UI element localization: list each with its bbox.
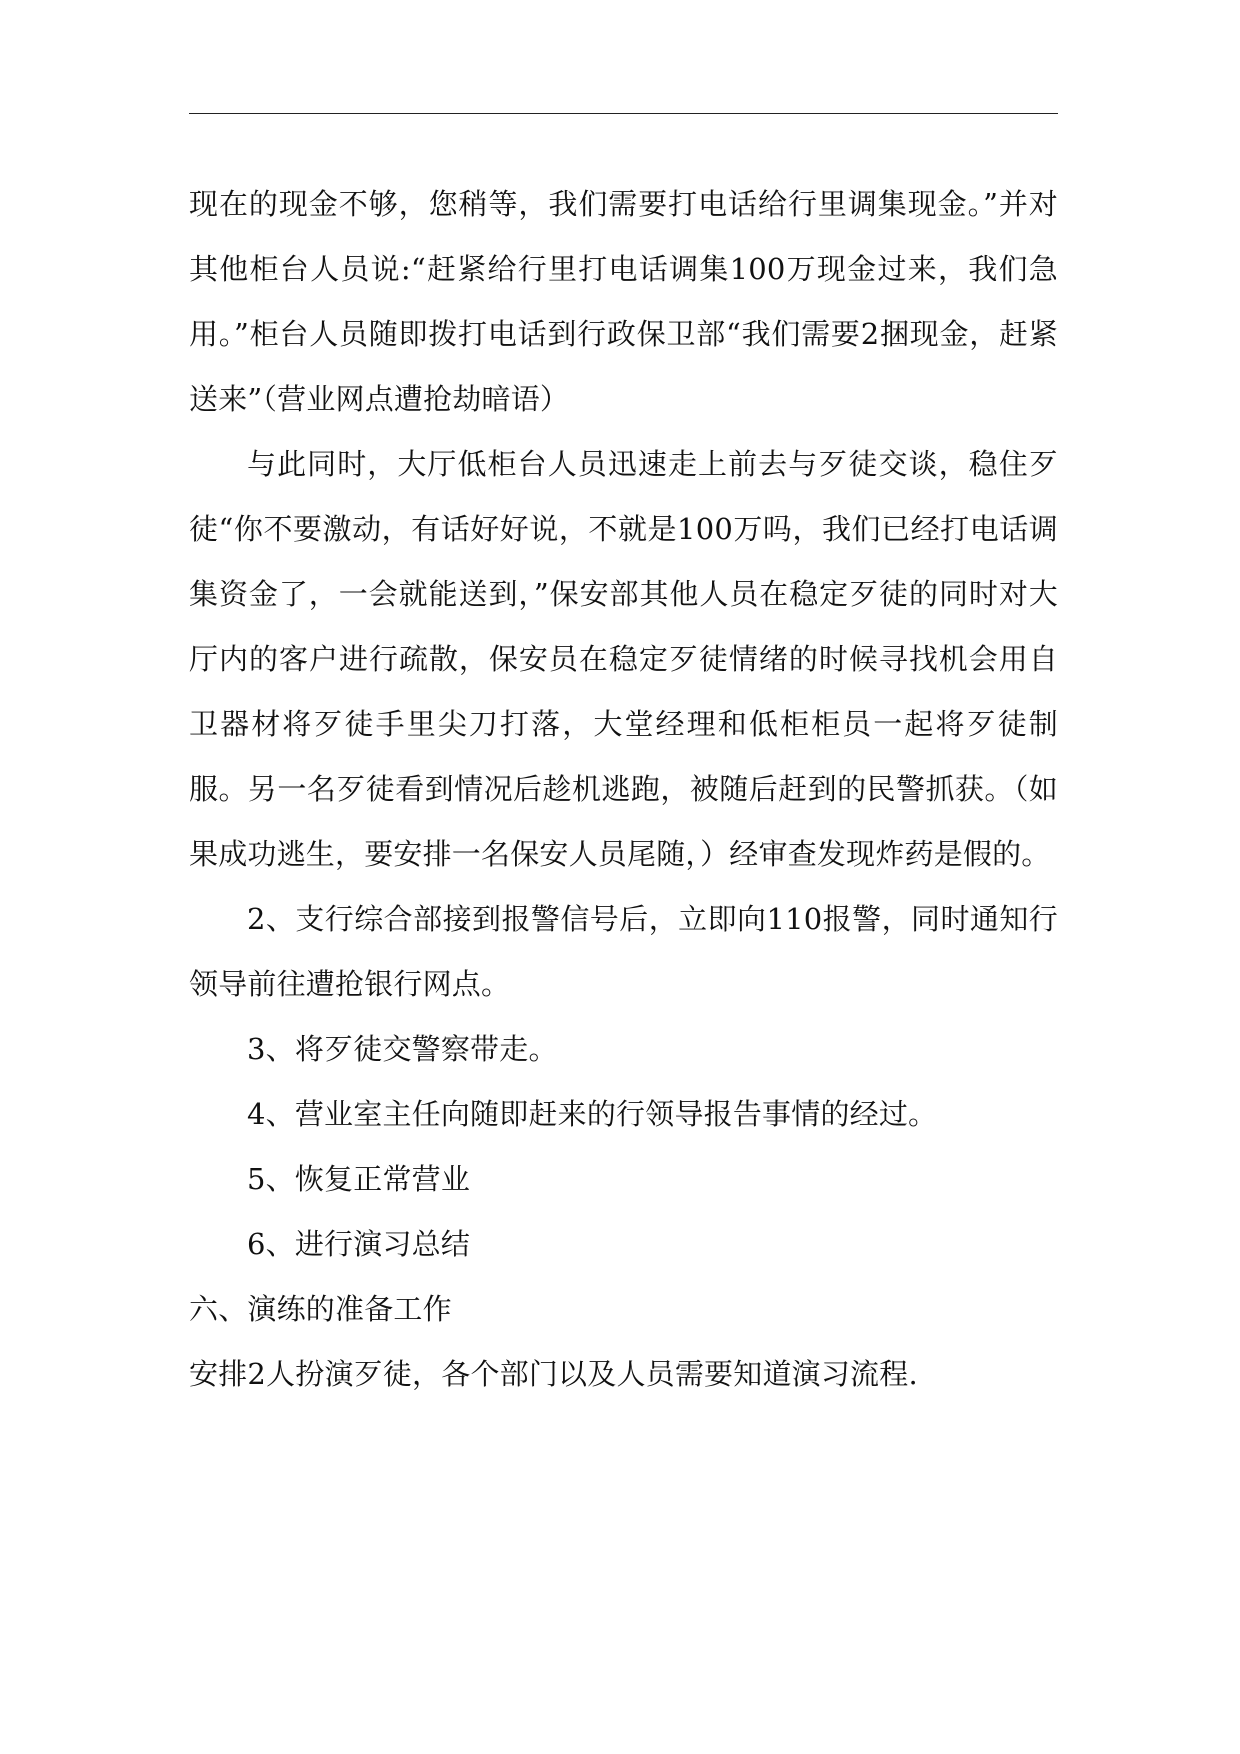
paragraph-step-6: 6、进行演习总结 <box>247 1227 471 1261</box>
paragraph-preparation: 安排2人扮演歹徒，各个部门以及人员需要知道演习流程. <box>189 1357 918 1391</box>
section-heading-preparation: 六、演练的准备工作 <box>189 1292 452 1326</box>
paragraph-step-3: 3、将歹徒交警察带走。 <box>247 1032 558 1066</box>
paragraph-step-4: 4、营业室主任向随即赶来的行领导报告事情的经过。 <box>247 1097 938 1131</box>
paragraph-stabilize-robber: 与此同时，大厅低柜台人员迅速走上前去与歹徒交谈，稳住歹徒“你不要激动，有话好好说，不就是100万吗，我们已经打电话调集资金了，一会就能送到，”保安部其他人员在稳定歹徒的同时对大厅内的客户进行疏散，保安员在稳定歹徒情绪的时候寻找机会用自卫器材将歹徒手里尖刀打落，大堂经理和低柜柜员一起将歹徒制服。另一名歹徒看到情况后趁机逃跑，被随后赶到的民警抓获。（如果成功逃生，要安排一名保安人员尾随，）经审查发现炸药是假的。 <box>189 447 1058 871</box>
document-body <box>189 172 1058 1407</box>
paragraph-step-2: 2、支行综合部接到报警信号后，立即向110报警，同时通知行领导前往遭抢银行网点。 <box>189 902 1058 1001</box>
header-rule <box>189 113 1058 114</box>
paragraph-cash-request: 现在的现金不够，您稍等，我们需要打电话给行里调集现金。”并对其他柜台人员说:“赶紧给行里打电话调集100万现金过来，我们急用。”柜台人员随即拨打电话到行政保卫部“我们需要2捆现金，赶紧送来”（营业网点遭抢劫暗语） <box>189 187 1058 416</box>
paragraph-step-5: 5、恢复正常营业 <box>247 1162 471 1196</box>
